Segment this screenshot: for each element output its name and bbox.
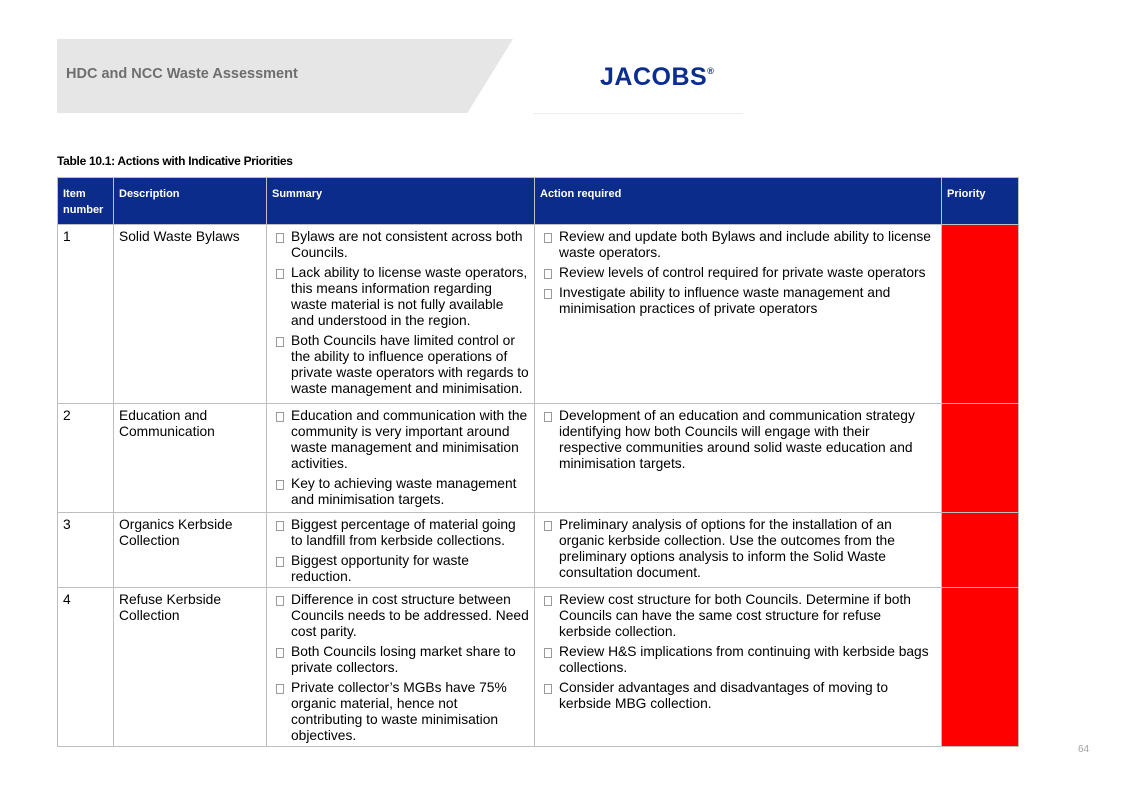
document-title: HDC and NCC Waste Assessment — [66, 66, 298, 82]
table-header-row — [58, 178, 1019, 225]
bullet-box-icon — [276, 233, 284, 243]
bullet-box-icon — [544, 648, 552, 658]
table-row — [58, 225, 1019, 404]
actions-table — [57, 177, 1019, 747]
jacobs-logo — [600, 63, 714, 92]
item-description: Organics Kerbside Collection — [114, 513, 267, 588]
logo-text: JACOBS — [600, 63, 708, 91]
column-header-summary: Summary — [267, 178, 535, 225]
bullet-box-icon — [276, 596, 284, 606]
summary-point: Difference in cost structure between Councils needs to be addressed. Need cost parity. — [272, 592, 529, 640]
summary-point: Biggest opportunity for waste reduction. — [272, 553, 529, 585]
item-number: 4 — [58, 588, 114, 747]
table-row — [58, 588, 1019, 747]
bullet-box-icon — [276, 684, 284, 694]
logo-registered-mark: ® — [707, 66, 715, 76]
action-cell — [535, 588, 942, 747]
item-description: Education and Communication — [114, 404, 267, 513]
column-header-action: Action required — [535, 178, 942, 225]
table-caption: Table 10.1: Actions with Indicative Priorities — [57, 154, 293, 168]
bullet-box-icon — [544, 233, 552, 243]
action-point: Review cost structure for both Councils. Determine if both Councils can have the same cost structure for refuse kerbside collection. — [540, 592, 936, 640]
summary-point: Both Councils have limited control or the ability to influence operations of private waste operators with regards to waste management and minimisation. — [272, 333, 529, 397]
action-point: Consider advantages and disadvantages of moving to kerbside MBG collection. — [540, 680, 936, 712]
priority-indicator — [942, 225, 1019, 404]
item-description: Solid Waste Bylaws — [114, 225, 267, 404]
bullet-box-icon — [276, 269, 284, 279]
action-point: Review H&S implications from continuing with kerbside bags collections. — [540, 644, 936, 676]
priority-indicator — [942, 404, 1019, 513]
page-number: 64 — [1078, 744, 1090, 755]
bullet-box-icon — [276, 480, 284, 490]
summary-cell — [267, 588, 535, 747]
column-header-priority: Priority — [942, 178, 1019, 225]
summary-point: Biggest percentage of material going to landfill from kerbside collections. — [272, 517, 529, 549]
bullet-box-icon — [544, 684, 552, 694]
summary-point: Lack ability to license waste operators, this means information regarding waste material is not fully available and understood in the region. — [272, 265, 529, 329]
item-number: 3 — [58, 513, 114, 588]
action-point: Investigate ability to influence waste management and minimisation practices of private operators — [540, 285, 936, 317]
action-point: Preliminary analysis of options for the installation of an organic kerbside collection. Use the outcomes from the preliminary options analysis to inform the Solid Waste consultation document. — [540, 517, 936, 581]
column-header-description: Description — [114, 178, 267, 225]
bullet-box-icon — [276, 557, 284, 567]
bullet-box-icon — [276, 412, 284, 422]
column-header-item: Item number — [58, 178, 114, 225]
logo-divider — [533, 113, 743, 114]
bullet-box-icon — [544, 412, 552, 422]
bullet-box-icon — [544, 521, 552, 531]
priority-indicator — [942, 513, 1019, 588]
priority-indicator — [942, 588, 1019, 747]
summary-cell — [267, 404, 535, 513]
action-point: Review and update both Bylaws and include ability to license waste operators. — [540, 229, 936, 261]
summary-point: Education and communication with the community is very important around waste management and minimisation activities. — [272, 408, 529, 472]
bullet-box-icon — [544, 269, 552, 279]
summary-cell — [267, 513, 535, 588]
bullet-box-icon — [276, 521, 284, 531]
bullet-box-icon — [276, 648, 284, 658]
action-cell — [535, 404, 942, 513]
bullet-box-icon — [544, 596, 552, 606]
summary-point: Key to achieving waste management and minimisation targets. — [272, 476, 529, 508]
table-row — [58, 404, 1019, 513]
action-point: Review levels of control required for private waste operators — [540, 265, 936, 281]
summary-point: Both Councils losing market share to private collectors. — [272, 644, 529, 676]
summary-cell — [267, 225, 535, 404]
action-cell — [535, 225, 942, 404]
summary-point: Private collector’s MGBs have 75% organic material, hence not contributing to waste minimisation objectives. — [272, 680, 529, 744]
action-point: Development of an education and communication strategy identifying how both Councils will engage with their respective communities around solid waste education and minimisation targets. — [540, 408, 936, 472]
action-cell — [535, 513, 942, 588]
item-number: 1 — [58, 225, 114, 404]
bullet-box-icon — [544, 289, 552, 299]
summary-point: Bylaws are not consistent across both Councils. — [272, 229, 529, 261]
bullet-box-icon — [276, 337, 284, 347]
table-row — [58, 513, 1019, 588]
item-description: Refuse Kerbside Collection — [114, 588, 267, 747]
item-number: 2 — [58, 404, 114, 513]
